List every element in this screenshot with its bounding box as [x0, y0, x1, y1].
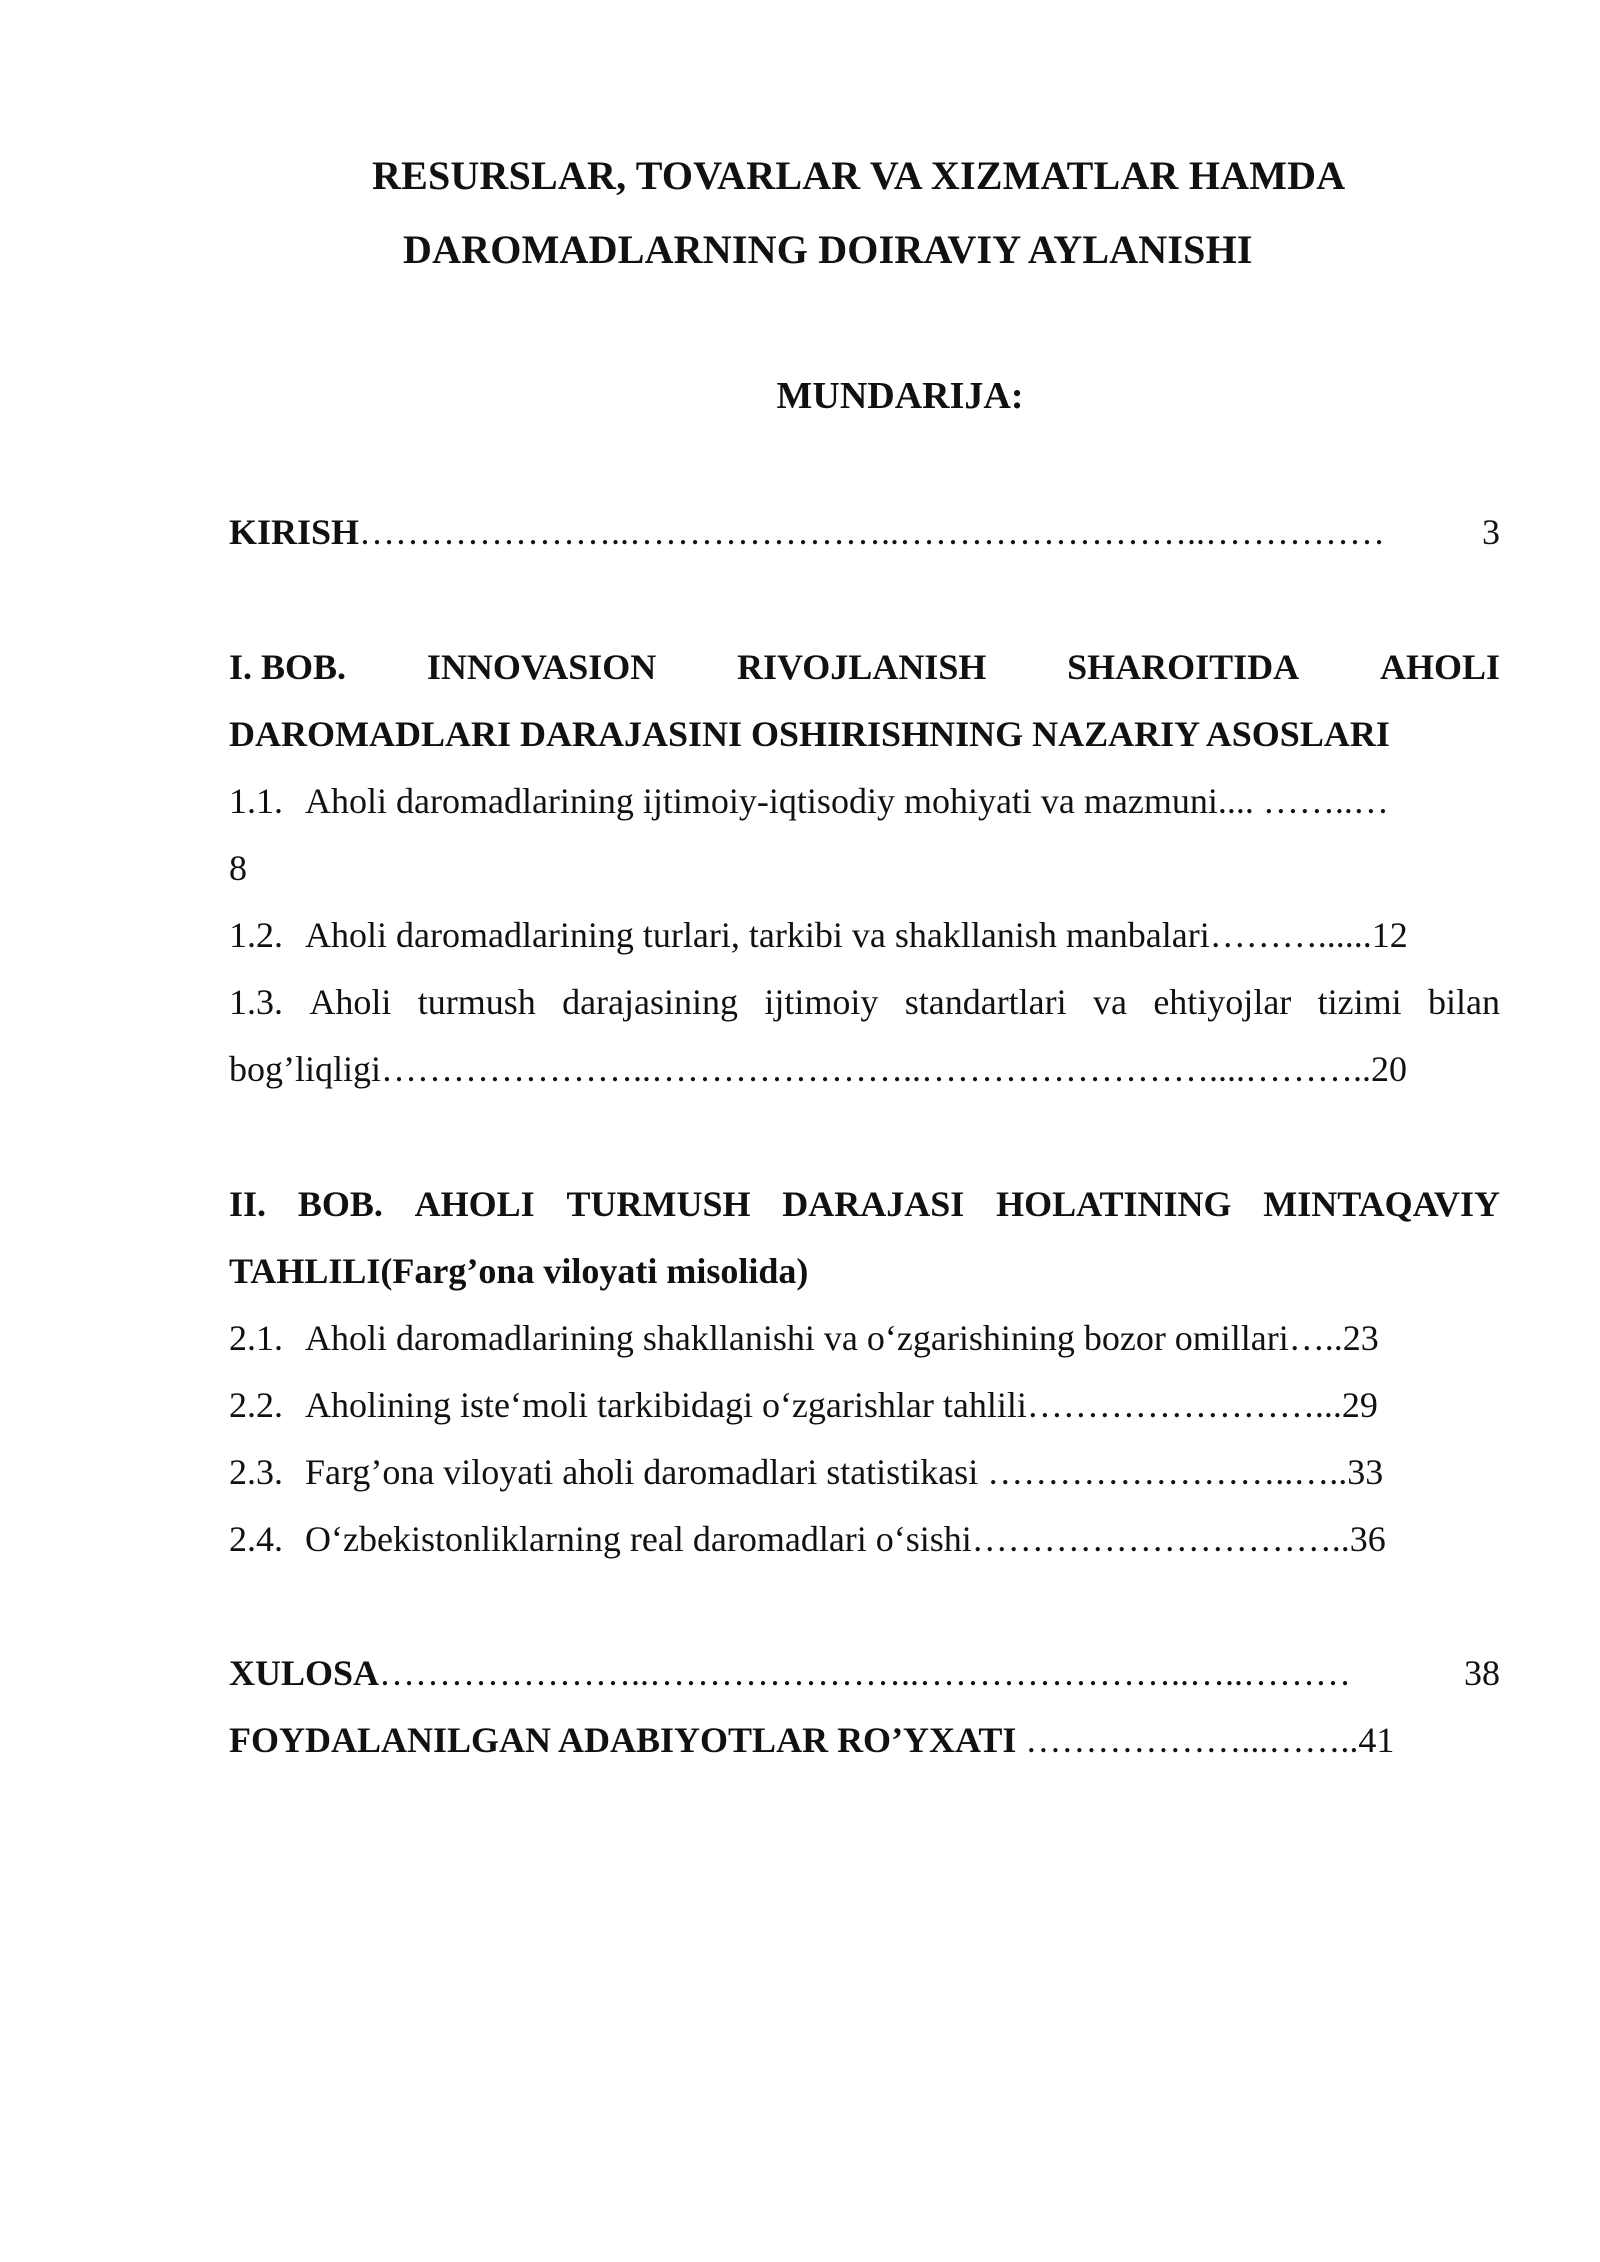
section-number: 2.2.	[229, 1385, 283, 1425]
section-word: standartlari	[904, 982, 1067, 1022]
section-number: 2.1.	[229, 1318, 283, 1358]
toc-section-1-3-continuation: bog’liqligi…………………..…………………..……………………....………..20	[229, 1049, 1407, 1089]
toc-entry-label: KIRISH	[229, 512, 360, 552]
heading-word: DARAJASI	[782, 1184, 965, 1224]
section-word: darajasining	[562, 982, 739, 1022]
toc-section-1-3[interactable]	[229, 968, 1500, 1036]
section-text: Farg’ona viloyati aholi daromadlari statistikasi ……………………..…..33	[305, 1452, 1384, 1492]
toc-section-2-2[interactable]	[229, 1371, 1500, 1439]
toc-section-2-4[interactable]	[229, 1505, 1500, 1573]
heading-word: II.	[229, 1184, 267, 1224]
section-text: Aholi daromadlarining shakllanishi va oʻzgarishining bozor omillari…..23	[305, 1318, 1379, 1358]
section-text: Aholi daromadlarining ijtimoiy-iqtisodiy mohiyati va mazmuni.... ……..…	[305, 781, 1389, 821]
toc-leader-dots: …………………..…………………..……………………..……………	[359, 512, 1386, 552]
section-word: ijtimoiy	[764, 982, 879, 1022]
heading-word: HOLATINING	[996, 1184, 1232, 1224]
toc-entry-intro[interactable]	[229, 498, 1500, 566]
toc-chapter-1-heading-line-1[interactable]	[229, 633, 1500, 701]
heading-word: MINTAQAVIY	[1263, 1184, 1500, 1224]
toc-leader-dots: …………………..…………………..…………………..…..………	[379, 1653, 1352, 1693]
contents-heading: MUNDARIJA:	[776, 375, 1024, 417]
section-word: bilan	[1427, 982, 1500, 1022]
toc-page-number: 41	[1358, 1720, 1395, 1760]
toc-chapter-1-heading-line-2: DAROMADLARI DARAJASINI OSHIRISHNING NAZARIY ASOSLARI	[229, 714, 1390, 754]
section-word: tizimi	[1317, 982, 1402, 1022]
toc-section-1-1-page: 8	[229, 848, 247, 888]
section-text: Oʻzbekistonliklarning real daromadlari oʻsishi…………………………..36	[305, 1519, 1386, 1559]
section-number: 1.1.	[229, 781, 283, 821]
section-number: 2.3.	[229, 1452, 283, 1492]
heading-word: I. BOB.	[229, 647, 347, 687]
section-number: 2.4.	[229, 1519, 283, 1559]
document-title-line-1: RESURSLAR, TOVARLAR VA XIZMATLAR HAMDA	[372, 153, 1346, 198]
toc-chapter-2-heading-line-2: TAHLILI(Farg’ona viloyati misolida)	[229, 1251, 809, 1291]
section-number: 1.3.	[229, 982, 283, 1022]
section-word: Aholi	[309, 982, 392, 1022]
toc-chapter-2-heading-line-1[interactable]	[229, 1170, 1500, 1238]
section-number: 1.2.	[229, 915, 283, 955]
section-text: Aholi daromadlarining turlari, tarkibi va shakllanish manbalari………......12	[305, 915, 1408, 955]
section-word: turmush	[417, 982, 536, 1022]
toc-section-1-2[interactable]	[229, 901, 1500, 969]
toc-entry-label: FOYDALANILGAN ADABIYOTLAR RO’YXATI	[229, 1720, 1017, 1760]
toc-section-2-1[interactable]	[229, 1304, 1500, 1372]
toc-leader-dots: ………………...……..	[1016, 1720, 1359, 1760]
toc-section-1-1[interactable]	[229, 767, 1500, 835]
heading-word: TURMUSH	[566, 1184, 751, 1224]
heading-word: AHOLI	[1379, 647, 1500, 687]
document-title-line-2: DAROMADLARNING DOIRAVIY AYLANISHI	[403, 227, 1253, 272]
heading-word: INNOVASION	[426, 647, 657, 687]
heading-word: AHOLI	[414, 1184, 535, 1224]
heading-word: RIVOJLANISH	[737, 647, 987, 687]
toc-page-number: 3	[1482, 512, 1500, 552]
section-text: Aholining isteʻmoli tarkibidagi oʻzgarishlar tahlili……………………...29	[305, 1385, 1378, 1425]
section-word: ehtiyojlar	[1153, 982, 1292, 1022]
heading-word: BOB.	[297, 1184, 383, 1224]
toc-entry-references[interactable]	[229, 1706, 1500, 1774]
section-word: va	[1093, 982, 1127, 1022]
heading-word: SHAROITIDA	[1067, 647, 1300, 687]
toc-section-2-3[interactable]	[229, 1438, 1500, 1506]
toc-entry-conclusion[interactable]	[229, 1639, 1500, 1707]
toc-entry-label: XULOSA	[229, 1653, 380, 1693]
toc-page-number: 38	[1464, 1653, 1500, 1693]
